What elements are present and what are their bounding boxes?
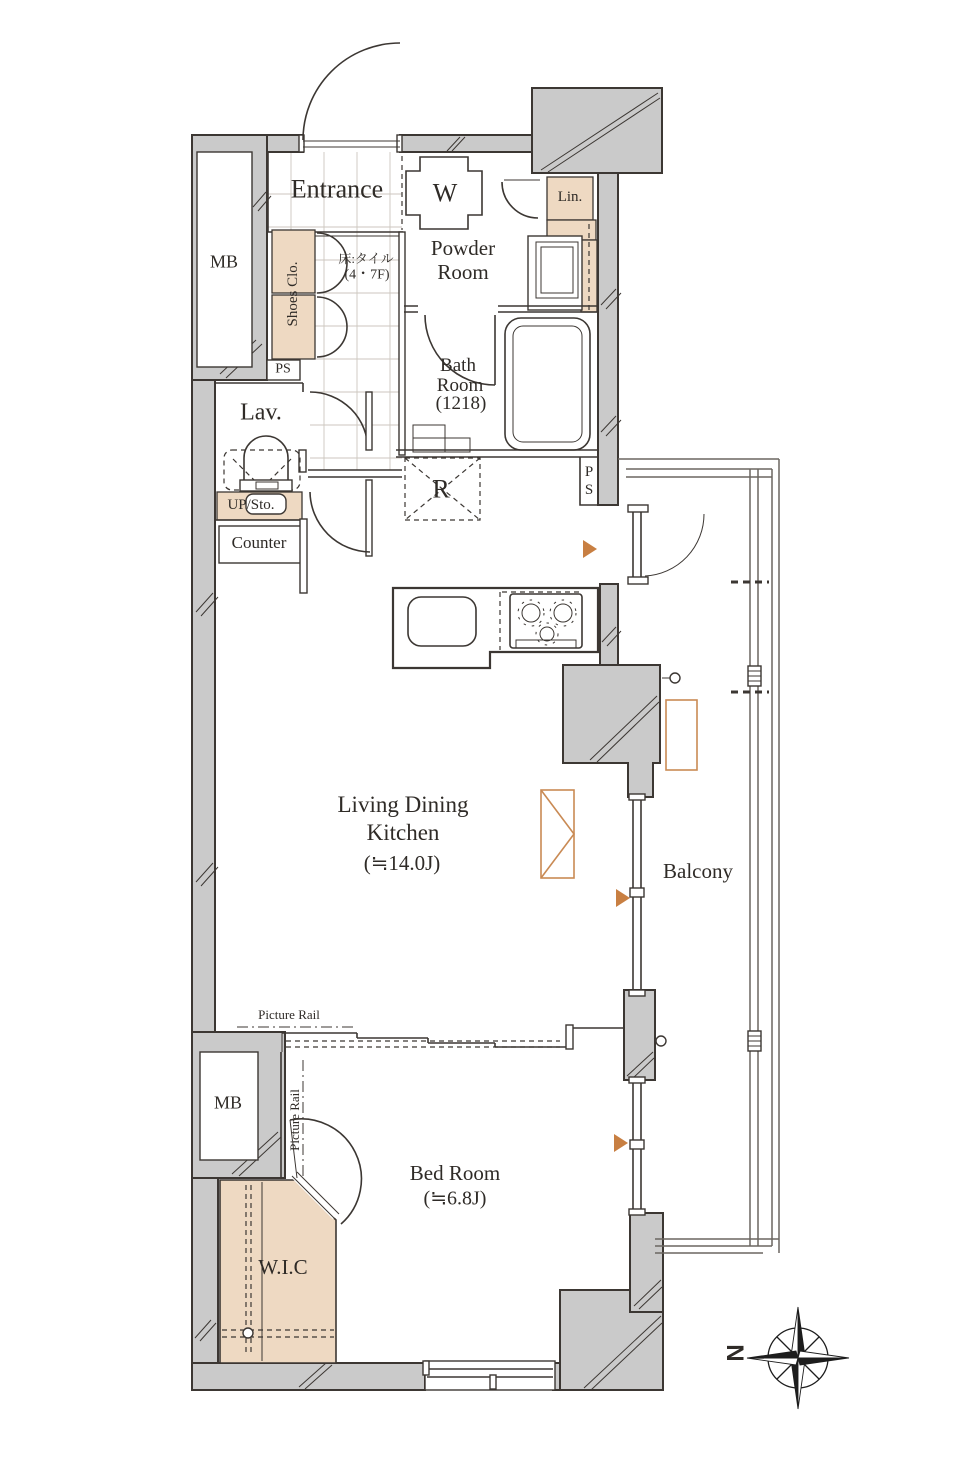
bathtub-icon bbox=[505, 318, 590, 450]
sliding-panel-outline bbox=[541, 790, 574, 878]
pipe-space-right-s: S bbox=[584, 482, 594, 499]
lav-door-arc bbox=[310, 392, 368, 450]
floor-note-line1: 床:タイル bbox=[338, 251, 394, 267]
shoes-closet-label: Shoes Clo. bbox=[285, 261, 302, 327]
pipe-space-right-p: P bbox=[584, 464, 594, 481]
corridor-walls bbox=[308, 156, 405, 477]
compass-icon bbox=[747, 1307, 849, 1409]
opening-marker-triangle-2 bbox=[616, 889, 630, 907]
compass-north-label: N bbox=[722, 1344, 750, 1362]
washing-machine-label: W bbox=[432, 178, 458, 208]
kitchen-fixtures bbox=[393, 588, 598, 668]
bath-room-label-2: Room bbox=[436, 375, 484, 397]
bed-room-size: (≒6.8J) bbox=[423, 1187, 487, 1210]
opening-marker-triangle-3 bbox=[614, 1134, 628, 1152]
counter-label: Counter bbox=[231, 533, 287, 553]
floor-note-line2: (4・7F) bbox=[344, 267, 390, 283]
powder-door-arc bbox=[502, 182, 538, 218]
lavatory-fixtures bbox=[215, 383, 372, 593]
ldk-label-2: Kitchen bbox=[366, 819, 440, 845]
powder-room-label-2: Room bbox=[437, 259, 489, 284]
linen-label: Lin. bbox=[557, 189, 583, 206]
ldk-bedroom-partition bbox=[281, 1025, 624, 1178]
meter-box-top-label: MB bbox=[209, 251, 239, 272]
picture-rail-left-label: Picture Rail bbox=[287, 1089, 303, 1151]
bath-room-fixtures bbox=[396, 306, 598, 457]
refrigerator-label: R bbox=[432, 474, 450, 504]
shoes-closet bbox=[272, 230, 347, 359]
bath-room-label-1: Bath bbox=[440, 355, 476, 377]
kitchen-counter bbox=[393, 588, 598, 668]
meter-box-bottom-label: MB bbox=[213, 1092, 243, 1113]
bedroom-south-window bbox=[423, 1361, 555, 1390]
balcony-door bbox=[633, 512, 641, 577]
pipe-space-top-label: PS bbox=[275, 361, 291, 377]
entrance-label: Entrance bbox=[290, 174, 384, 204]
powder-room-label-1: Powder bbox=[430, 235, 496, 260]
opening-marker-triangle-1 bbox=[583, 540, 597, 558]
entrance-door-arc bbox=[303, 43, 400, 140]
bed-room-label: Bed Room bbox=[409, 1160, 501, 1185]
ldk-label-1: Living Dining bbox=[337, 791, 469, 817]
kitchen-sink-icon bbox=[408, 597, 476, 646]
hall-door-arc bbox=[310, 492, 370, 552]
ldk-size: (≒14.0J) bbox=[363, 850, 441, 875]
lavatory-label: Lav. bbox=[240, 399, 282, 426]
ac-unit-outline bbox=[666, 700, 697, 770]
balcony-label: Balcony bbox=[663, 858, 733, 883]
bath-room-size: (1218) bbox=[435, 393, 487, 415]
balcony-door-arc bbox=[645, 514, 704, 576]
wic-label: W.I.C bbox=[258, 1254, 308, 1279]
shoes-door-arc-2 bbox=[317, 297, 347, 357]
picture-rail-top-label: Picture Rail bbox=[258, 1007, 320, 1023]
up-storage-label: UP/Sto. bbox=[227, 497, 275, 514]
